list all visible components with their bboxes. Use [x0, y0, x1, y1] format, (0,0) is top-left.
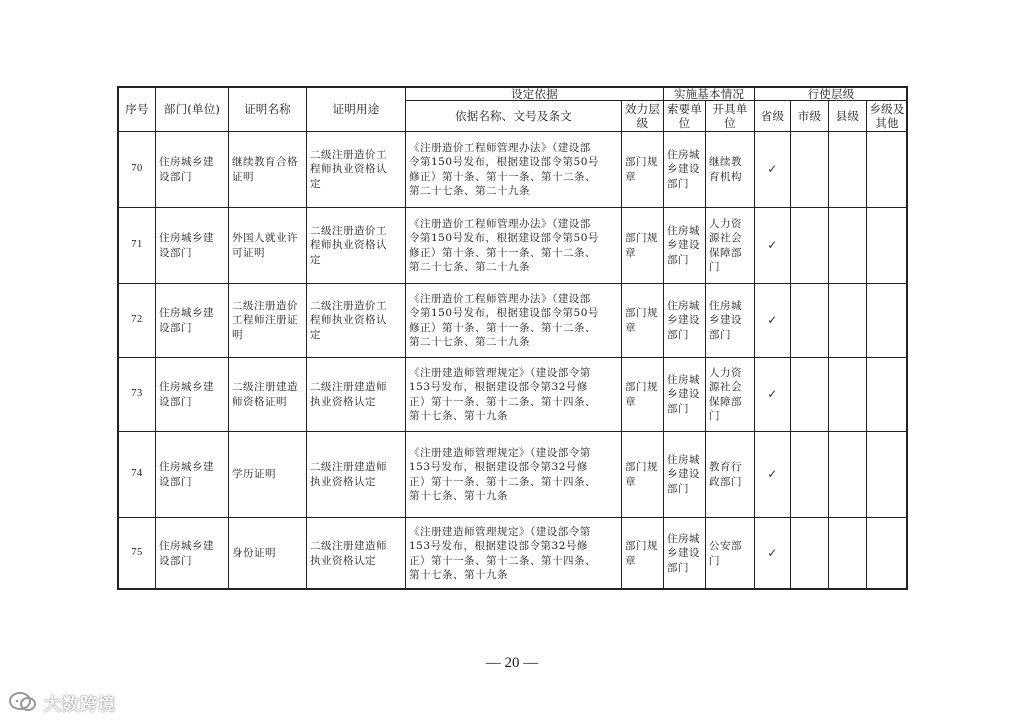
- row-town-check: [867, 132, 907, 207]
- row-seq: 73: [131, 388, 143, 400]
- row-issue-unit: 人力资 源社会 保障部 门: [709, 366, 742, 422]
- row-cert-use: 二级注册造价工 程师执业资格认 定: [310, 224, 387, 266]
- row-dept: 住房城乡建 设部门: [159, 540, 214, 567]
- row-basis: 《注册造价工程师管理办法》（建设部 令第150号发布，根据建设部令第50号 修正）第十条、第十一条、第十二条、 第二十七条、第二十九条: [409, 217, 599, 273]
- header-impl-group: 实施基本情况: [673, 87, 745, 100]
- row-issue-unit: 住房城 乡建设 部门: [709, 299, 742, 341]
- row-dept: 住房城乡建 设部门: [159, 381, 214, 408]
- row-dept: 住房城乡建 设部门: [159, 461, 214, 488]
- row-effect-level: 部门规 章: [625, 381, 658, 408]
- row-basis: 《注册建造师管理规定》（建设部令第 153号发布，根据建设部令第32号修 正）第十一条、第十二条、第十四条、 第十七条、第十九条: [409, 525, 596, 581]
- row-county-check: [829, 208, 866, 283]
- row-dept: 住房城乡建 设部门: [159, 232, 214, 259]
- row-cert-name: 二级注册建造 师资格证明: [232, 381, 298, 408]
- row-province-check: ✓: [767, 313, 778, 328]
- row-cert-use: 二级注册建造师 执业资格认定: [310, 461, 387, 488]
- row-effect-level: 部门规 章: [625, 307, 658, 334]
- row-county-check: [829, 518, 866, 589]
- row-province-check: ✓: [767, 387, 778, 402]
- row-seq: 71: [131, 239, 143, 251]
- row-city-check: [791, 132, 828, 207]
- row-effect-level: 部门规 章: [625, 232, 658, 259]
- row-dept: 住房城乡建 设部门: [159, 307, 214, 334]
- header-effect-level: 效力层 级: [624, 102, 661, 130]
- row-province-check: ✓: [767, 238, 778, 253]
- row-basis: 《注册造价工程师管理办法》（建设部 令第150号发布，根据建设部令第50号 修正）第十条、第十一条、第十二条、 第二十七条、第二十九条: [409, 292, 599, 348]
- chat-bubble-logo-icon: [8, 690, 38, 714]
- row-town-check: [867, 208, 907, 283]
- row-town-check: [867, 284, 907, 357]
- row-county-check: [829, 132, 866, 207]
- header-level-group: 行使层级: [807, 87, 855, 100]
- row-county-check: [829, 284, 866, 357]
- row-cert-name: 身份证明: [232, 547, 276, 560]
- row-issue-unit: 继续教 育机构: [709, 156, 742, 183]
- row-req-unit: 住房城 乡建设 部门: [667, 532, 700, 574]
- row-basis: 《注册建造师管理规定》（建设部令第 153号发布，根据建设部令第32号修 正）第十一条、第十二条、第十四条、 第十七条、第十九条: [409, 446, 596, 502]
- header-cert-use: 证明用途: [332, 102, 380, 116]
- row-cert-name: 二级注册造价 工程师注册证 明: [232, 299, 298, 341]
- header-county: 县级: [835, 109, 860, 123]
- page-number: — 20 —: [485, 655, 539, 671]
- row-cert-use: 二级注册建造师 执业资格认定: [310, 381, 387, 408]
- header-seq: 序号: [125, 102, 149, 116]
- row-province-check: ✓: [767, 546, 778, 561]
- row-cert-name: 学历证明: [232, 468, 276, 481]
- watermark-text: 大数跨境: [44, 694, 116, 715]
- row-town-check: [867, 518, 907, 589]
- row-province-check: ✓: [767, 467, 778, 482]
- row-city-check: [791, 432, 828, 517]
- row-province-check: ✓: [767, 162, 778, 177]
- row-cert-name: 外国人就业许 可证明: [232, 232, 298, 259]
- header-basis-doc: 依据名称、文号及条文: [455, 109, 572, 123]
- row-req-unit: 住房城 乡建设 部门: [667, 373, 700, 415]
- row-seq: 75: [131, 547, 143, 559]
- row-effect-level: 部门规 章: [625, 461, 658, 488]
- row-city-check: [791, 358, 828, 431]
- header-req-unit: 索要单 位: [666, 102, 703, 130]
- row-effect-level: 部门规 章: [625, 540, 658, 567]
- header-city: 市级: [797, 109, 822, 123]
- row-req-unit: 住房城 乡建设 部门: [667, 148, 700, 190]
- row-issue-unit: 公安部 门: [709, 540, 742, 567]
- header-issue-unit: 开具单 位: [712, 102, 748, 130]
- row-req-unit: 住房城 乡建设 部门: [667, 299, 700, 341]
- row-req-unit: 住房城 乡建设 部门: [667, 453, 700, 495]
- header-cert-name: 证明名称: [244, 102, 291, 116]
- row-basis: 《注册造价工程师管理办法》（建设部 令第150号发布，根据建设部令第50号 修正）第十条、第十一条、第十二条、 第二十七条、第二十九条: [409, 141, 599, 197]
- watermark: [8, 689, 116, 715]
- header-province: 省级: [760, 109, 785, 123]
- row-county-check: [829, 358, 866, 431]
- row-effect-level: 部门规 章: [625, 156, 658, 183]
- row-seq: 70: [131, 163, 143, 175]
- row-issue-unit: 人力资 源社会 保障部 门: [709, 217, 742, 273]
- row-town-check: [867, 432, 907, 517]
- header-basis-group: 设定依据: [511, 87, 558, 100]
- row-town-check: [867, 358, 907, 431]
- row-seq: 74: [131, 468, 143, 480]
- row-county-check: [829, 432, 866, 517]
- row-issue-unit: 教育行 政部门: [709, 461, 742, 488]
- row-cert-use: 二级注册建造师 执业资格认定: [310, 540, 387, 567]
- row-dept: 住房城乡建 设部门: [159, 156, 214, 183]
- row-city-check: [791, 208, 828, 283]
- row-cert-use: 二级注册造价工 程师执业资格认 定: [310, 148, 387, 190]
- row-cert-name: 继续教育合格 证明: [232, 156, 298, 183]
- row-city-check: [791, 518, 828, 589]
- header-town: 乡级及 其他: [869, 102, 905, 130]
- row-basis: 《注册建造师管理规定》（建设部令第 153号发布，根据建设部令第32号修 正）第十一条、第十二条、第十四条、 第十七条、第十九条: [409, 366, 596, 422]
- row-cert-use: 二级注册造价工 程师执业资格认 定: [310, 299, 387, 341]
- row-req-unit: 住房城 乡建设 部门: [667, 224, 700, 266]
- header-dept: 部门(单位): [163, 102, 221, 116]
- row-seq: 72: [131, 314, 143, 326]
- row-city-check: [791, 284, 828, 357]
